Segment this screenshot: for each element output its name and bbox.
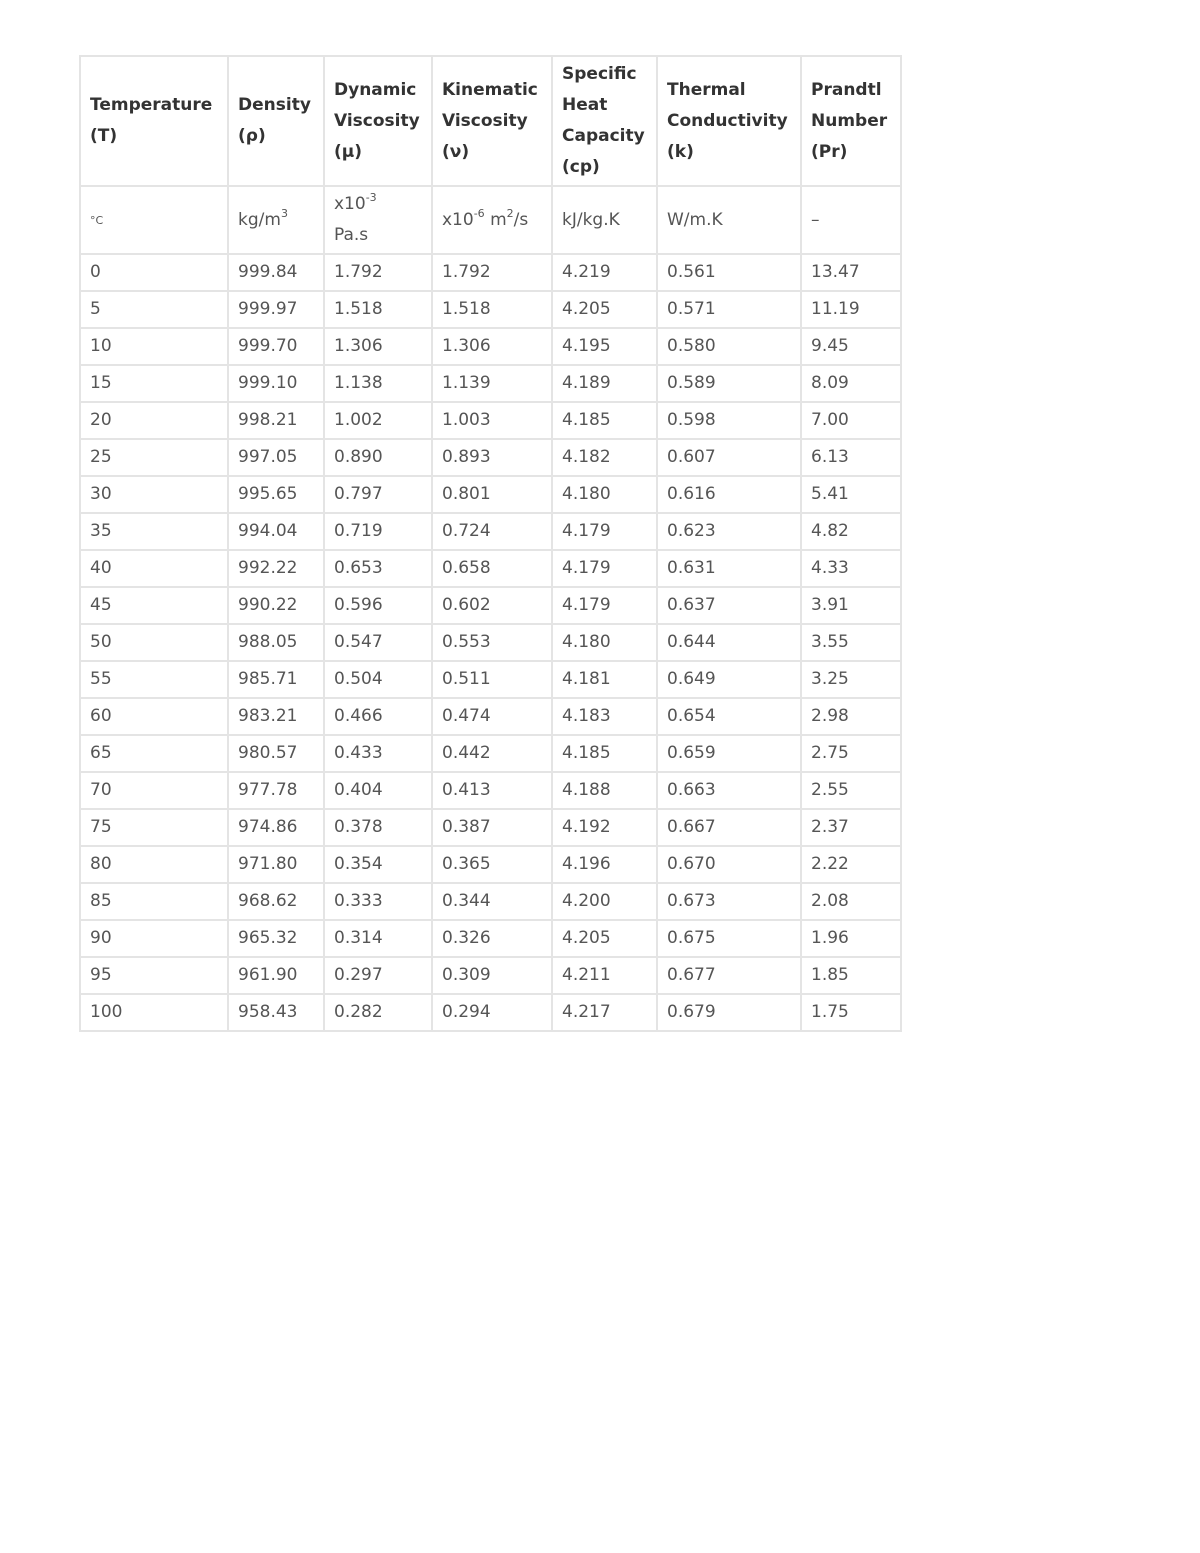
cell-dynamic-viscosity: 1.138 xyxy=(324,365,432,402)
cell-kinematic-viscosity: 0.658 xyxy=(432,550,552,587)
table-row xyxy=(80,772,901,809)
cell-prandtl: 9.45 xyxy=(801,328,901,365)
cell-density: 983.21 xyxy=(228,698,324,735)
cell-prandtl: 3.55 xyxy=(801,624,901,661)
unit-thermal-conductivity: W/m.K xyxy=(657,186,801,254)
unit-kinematic-viscosity: $x10^{-6}$ $m^2/s$ xyxy=(432,186,552,254)
table-row xyxy=(80,846,901,883)
cell-kinematic-viscosity: 0.553 xyxy=(432,624,552,661)
cell-dynamic-viscosity: 0.504 xyxy=(324,661,432,698)
cell-dynamic-viscosity: 0.797 xyxy=(324,476,432,513)
cell-dynamic-viscosity: 0.297 xyxy=(324,957,432,994)
cell-density: 997.05 xyxy=(228,439,324,476)
cell-prandtl: 5.41 xyxy=(801,476,901,513)
cell-density: 999.97 xyxy=(228,291,324,328)
table-row xyxy=(80,994,901,1031)
cell-specific-heat: 4.195 xyxy=(552,328,657,365)
cell-dynamic-viscosity: 0.547 xyxy=(324,624,432,661)
table-row xyxy=(80,809,901,846)
cell-kinematic-viscosity: 1.003 xyxy=(432,402,552,439)
header-prandtl-number: Prandtl Number (Pr) xyxy=(801,56,901,186)
cell-kinematic-viscosity: 0.344 xyxy=(432,883,552,920)
cell-kinematic-viscosity: 0.511 xyxy=(432,661,552,698)
cell-temperature: 35 xyxy=(80,513,228,550)
header-row xyxy=(80,56,901,186)
table-row xyxy=(80,328,901,365)
cell-thermal-conductivity: 0.598 xyxy=(657,402,801,439)
cell-density: 980.57 xyxy=(228,735,324,772)
cell-thermal-conductivity: 0.623 xyxy=(657,513,801,550)
header-density: Density (ρ) xyxy=(228,56,324,186)
table-row xyxy=(80,550,901,587)
cell-temperature: 30 xyxy=(80,476,228,513)
cell-specific-heat: 4.179 xyxy=(552,513,657,550)
cell-dynamic-viscosity: 0.466 xyxy=(324,698,432,735)
cell-prandtl: 11.19 xyxy=(801,291,901,328)
cell-dynamic-viscosity: 0.354 xyxy=(324,846,432,883)
cell-temperature: 100 xyxy=(80,994,228,1031)
header-kinematic-viscosity: Kinematic Viscosity (ν) xyxy=(432,56,552,186)
cell-thermal-conductivity: 0.673 xyxy=(657,883,801,920)
table-row xyxy=(80,254,901,291)
cell-specific-heat: 4.179 xyxy=(552,550,657,587)
cell-specific-heat: 4.196 xyxy=(552,846,657,883)
cell-prandtl: 2.98 xyxy=(801,698,901,735)
table-row xyxy=(80,439,901,476)
cell-dynamic-viscosity: 1.306 xyxy=(324,328,432,365)
cell-thermal-conductivity: 0.580 xyxy=(657,328,801,365)
cell-temperature: 80 xyxy=(80,846,228,883)
header-specific-heat-capacity: Specific Heat Capacity (cp) xyxy=(552,56,657,186)
cell-prandtl: 1.85 xyxy=(801,957,901,994)
cell-temperature: 0 xyxy=(80,254,228,291)
table-row xyxy=(80,365,901,402)
cell-prandtl: 4.82 xyxy=(801,513,901,550)
cell-temperature: 45 xyxy=(80,587,228,624)
cell-prandtl: 3.25 xyxy=(801,661,901,698)
unit-prandtl: – xyxy=(801,186,901,254)
cell-thermal-conductivity: 0.659 xyxy=(657,735,801,772)
cell-thermal-conductivity: 0.675 xyxy=(657,920,801,957)
cell-specific-heat: 4.205 xyxy=(552,920,657,957)
table-row xyxy=(80,402,901,439)
cell-temperature: 20 xyxy=(80,402,228,439)
cell-dynamic-viscosity: 0.333 xyxy=(324,883,432,920)
cell-specific-heat: 4.211 xyxy=(552,957,657,994)
table-row xyxy=(80,476,901,513)
table-row xyxy=(80,735,901,772)
cell-kinematic-viscosity: 0.413 xyxy=(432,772,552,809)
cell-specific-heat: 4.183 xyxy=(552,698,657,735)
cell-dynamic-viscosity: 0.719 xyxy=(324,513,432,550)
cell-specific-heat: 4.185 xyxy=(552,402,657,439)
cell-thermal-conductivity: 0.679 xyxy=(657,994,801,1031)
cell-specific-heat: 4.188 xyxy=(552,772,657,809)
unit-specific-heat: kJ/kg.K xyxy=(552,186,657,254)
cell-density: 999.10 xyxy=(228,365,324,402)
header-thermal-conductivity: Thermal Conductivity (k) xyxy=(657,56,801,186)
cell-prandtl: 2.08 xyxy=(801,883,901,920)
cell-dynamic-viscosity: 0.653 xyxy=(324,550,432,587)
cell-prandtl: 2.37 xyxy=(801,809,901,846)
cell-density: 999.70 xyxy=(228,328,324,365)
cell-dynamic-viscosity: 0.282 xyxy=(324,994,432,1031)
cell-density: 994.04 xyxy=(228,513,324,550)
cell-prandtl: 4.33 xyxy=(801,550,901,587)
cell-temperature: 75 xyxy=(80,809,228,846)
cell-kinematic-viscosity: 0.602 xyxy=(432,587,552,624)
table-row xyxy=(80,291,901,328)
cell-specific-heat: 4.185 xyxy=(552,735,657,772)
unit-temperature: °C xyxy=(80,186,228,254)
cell-temperature: 5 xyxy=(80,291,228,328)
cell-prandtl: 2.22 xyxy=(801,846,901,883)
cell-thermal-conductivity: 0.667 xyxy=(657,809,801,846)
cell-thermal-conductivity: 0.631 xyxy=(657,550,801,587)
cell-temperature: 40 xyxy=(80,550,228,587)
cell-density: 971.80 xyxy=(228,846,324,883)
cell-kinematic-viscosity: 0.801 xyxy=(432,476,552,513)
water-properties-table xyxy=(79,55,902,1032)
cell-temperature: 95 xyxy=(80,957,228,994)
cell-thermal-conductivity: 0.644 xyxy=(657,624,801,661)
cell-density: 998.21 xyxy=(228,402,324,439)
cell-kinematic-viscosity: 1.139 xyxy=(432,365,552,402)
cell-prandtl: 2.55 xyxy=(801,772,901,809)
cell-specific-heat: 4.192 xyxy=(552,809,657,846)
cell-specific-heat: 4.181 xyxy=(552,661,657,698)
cell-prandtl: 1.75 xyxy=(801,994,901,1031)
cell-kinematic-viscosity: 1.306 xyxy=(432,328,552,365)
cell-prandtl: 1.96 xyxy=(801,920,901,957)
table-row xyxy=(80,513,901,550)
cell-density: 965.32 xyxy=(228,920,324,957)
cell-density: 985.71 xyxy=(228,661,324,698)
cell-specific-heat: 4.180 xyxy=(552,624,657,661)
cell-temperature: 90 xyxy=(80,920,228,957)
cell-kinematic-viscosity: 0.474 xyxy=(432,698,552,735)
cell-prandtl: 13.47 xyxy=(801,254,901,291)
cell-dynamic-viscosity: 1.002 xyxy=(324,402,432,439)
cell-specific-heat: 4.217 xyxy=(552,994,657,1031)
cell-density: 974.86 xyxy=(228,809,324,846)
table-row xyxy=(80,661,901,698)
cell-dynamic-viscosity: 0.314 xyxy=(324,920,432,957)
cell-density: 961.90 xyxy=(228,957,324,994)
cell-density: 958.43 xyxy=(228,994,324,1031)
cell-kinematic-viscosity: 0.724 xyxy=(432,513,552,550)
cell-thermal-conductivity: 0.654 xyxy=(657,698,801,735)
cell-thermal-conductivity: 0.571 xyxy=(657,291,801,328)
cell-thermal-conductivity: 0.637 xyxy=(657,587,801,624)
cell-prandtl: 8.09 xyxy=(801,365,901,402)
cell-specific-heat: 4.200 xyxy=(552,883,657,920)
cell-density: 999.84 xyxy=(228,254,324,291)
header-dynamic-viscosity: Dynamic Viscosity (μ) xyxy=(324,56,432,186)
cell-kinematic-viscosity: 0.365 xyxy=(432,846,552,883)
cell-kinematic-viscosity: 0.387 xyxy=(432,809,552,846)
units-row xyxy=(80,186,901,254)
cell-thermal-conductivity: 0.561 xyxy=(657,254,801,291)
cell-temperature: 55 xyxy=(80,661,228,698)
cell-dynamic-viscosity: 1.518 xyxy=(324,291,432,328)
cell-kinematic-viscosity: 0.309 xyxy=(432,957,552,994)
unit-dynamic-viscosity: $x10^{-3}$ Pa.s xyxy=(324,186,432,254)
cell-dynamic-viscosity: 1.792 xyxy=(324,254,432,291)
table-row xyxy=(80,883,901,920)
cell-specific-heat: 4.182 xyxy=(552,439,657,476)
cell-temperature: 85 xyxy=(80,883,228,920)
cell-temperature: 10 xyxy=(80,328,228,365)
cell-specific-heat: 4.180 xyxy=(552,476,657,513)
cell-thermal-conductivity: 0.589 xyxy=(657,365,801,402)
cell-dynamic-viscosity: 0.378 xyxy=(324,809,432,846)
table-row xyxy=(80,920,901,957)
cell-temperature: 65 xyxy=(80,735,228,772)
table-row xyxy=(80,957,901,994)
cell-dynamic-viscosity: 0.433 xyxy=(324,735,432,772)
cell-kinematic-viscosity: 1.518 xyxy=(432,291,552,328)
table-row xyxy=(80,624,901,661)
cell-density: 992.22 xyxy=(228,550,324,587)
cell-thermal-conductivity: 0.670 xyxy=(657,846,801,883)
cell-thermal-conductivity: 0.649 xyxy=(657,661,801,698)
cell-thermal-conductivity: 0.663 xyxy=(657,772,801,809)
cell-density: 995.65 xyxy=(228,476,324,513)
cell-dynamic-viscosity: 0.596 xyxy=(324,587,432,624)
cell-specific-heat: 4.179 xyxy=(552,587,657,624)
cell-specific-heat: 4.205 xyxy=(552,291,657,328)
cell-density: 968.62 xyxy=(228,883,324,920)
cell-density: 988.05 xyxy=(228,624,324,661)
cell-kinematic-viscosity: 0.326 xyxy=(432,920,552,957)
cell-temperature: 25 xyxy=(80,439,228,476)
cell-thermal-conductivity: 0.616 xyxy=(657,476,801,513)
cell-density: 990.22 xyxy=(228,587,324,624)
table-row xyxy=(80,587,901,624)
unit-density: $kg/m^3$ xyxy=(228,186,324,254)
cell-prandtl: 3.91 xyxy=(801,587,901,624)
cell-dynamic-viscosity: 0.404 xyxy=(324,772,432,809)
cell-kinematic-viscosity: 1.792 xyxy=(432,254,552,291)
cell-temperature: 70 xyxy=(80,772,228,809)
table-row xyxy=(80,698,901,735)
cell-specific-heat: 4.189 xyxy=(552,365,657,402)
cell-thermal-conductivity: 0.607 xyxy=(657,439,801,476)
cell-kinematic-viscosity: 0.442 xyxy=(432,735,552,772)
cell-dynamic-viscosity: 0.890 xyxy=(324,439,432,476)
cell-temperature: 15 xyxy=(80,365,228,402)
cell-specific-heat: 4.219 xyxy=(552,254,657,291)
cell-prandtl: 2.75 xyxy=(801,735,901,772)
cell-temperature: 60 xyxy=(80,698,228,735)
cell-density: 977.78 xyxy=(228,772,324,809)
cell-kinematic-viscosity: 0.893 xyxy=(432,439,552,476)
cell-temperature: 50 xyxy=(80,624,228,661)
header-temperature: Temperature (T) xyxy=(80,56,228,186)
cell-thermal-conductivity: 0.677 xyxy=(657,957,801,994)
cell-prandtl: 6.13 xyxy=(801,439,901,476)
cell-kinematic-viscosity: 0.294 xyxy=(432,994,552,1031)
cell-prandtl: 7.00 xyxy=(801,402,901,439)
